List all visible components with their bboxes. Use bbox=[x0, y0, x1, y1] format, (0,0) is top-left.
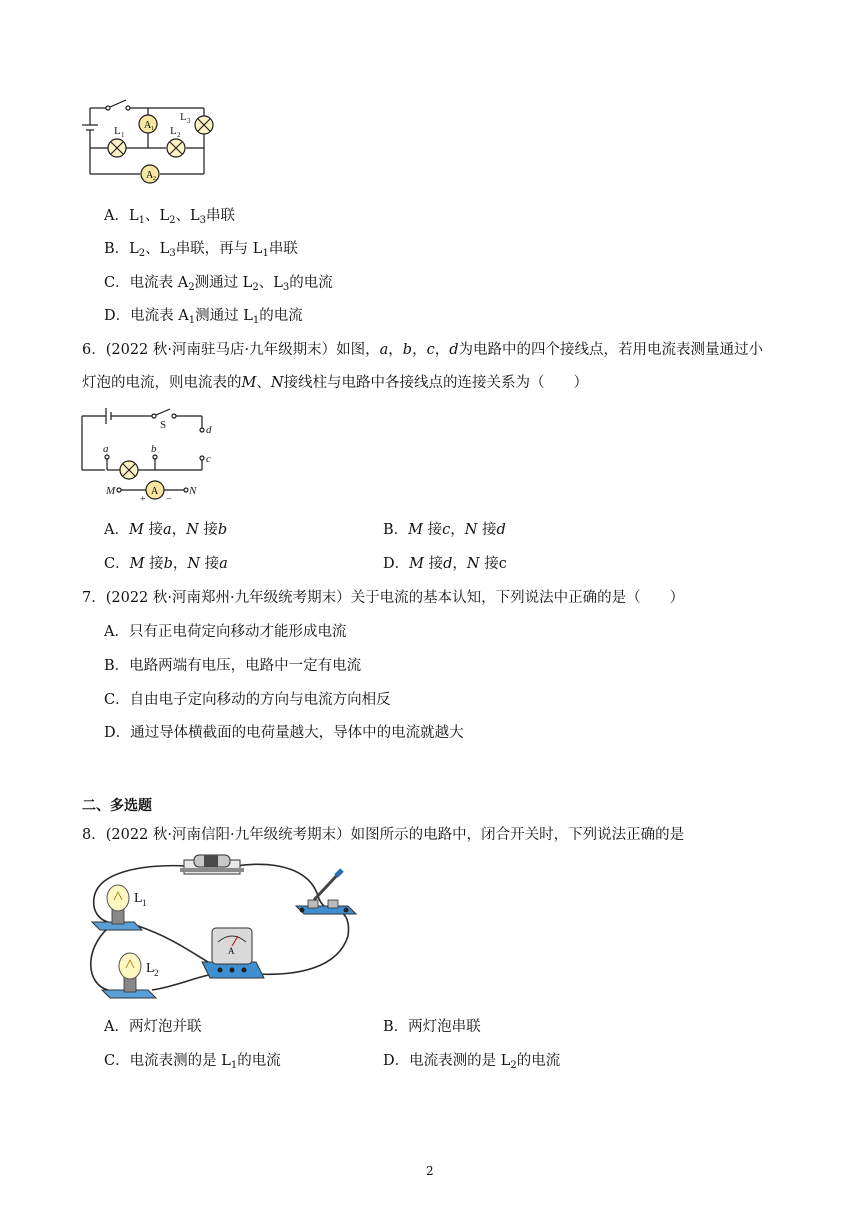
section-heading-multiple-choice: 二、多选题 bbox=[82, 798, 152, 814]
q8-ammeter bbox=[202, 928, 264, 978]
q6-stem-line1: 6．(2022 秋·河南驻马店·九年级期末）如图，a，b，c，d为电路中的四个接线点，若用电流表测量通过小 bbox=[82, 342, 763, 358]
q6-label-b: b bbox=[151, 443, 157, 455]
q6-label-d: d bbox=[206, 424, 212, 436]
svg-text:1: 1 bbox=[142, 898, 147, 908]
q6-label-M: M bbox=[106, 485, 116, 497]
q5-label-L2: L bbox=[170, 125, 177, 137]
q5-label-L1: L bbox=[114, 125, 121, 137]
q5-circuit-diagram bbox=[80, 88, 220, 184]
svg-text:2: 2 bbox=[154, 968, 159, 978]
q5-ammeter-A2 bbox=[141, 165, 159, 183]
q6-label-S: S bbox=[160, 419, 167, 431]
q5-option-c[interactable]: C．电流表 $A_2$测通过 $L_2$、$L_3$的电流 bbox=[104, 275, 333, 293]
q8-battery-holder bbox=[180, 855, 244, 874]
page-number: 2 bbox=[426, 1164, 434, 1178]
q8-option-d[interactable]: D．电流表测的是 $L_2$的电流 bbox=[383, 1053, 561, 1071]
q5-label-L3: L bbox=[180, 111, 187, 123]
q6-circuit-diagram bbox=[80, 402, 230, 502]
q5-bulb-L2 bbox=[167, 139, 185, 157]
q5-option-a[interactable]: A．$L_1$、$L_2$、$L_3$串联 bbox=[104, 208, 236, 226]
q6-option-b[interactable]: B．M 接c，N 接d bbox=[383, 522, 506, 538]
q5-option-d[interactable]: D．电流表 $A_1$测通过 $L_1$的电流 bbox=[104, 308, 303, 326]
q8-circuit-photo bbox=[78, 850, 363, 1008]
q8-lamp-L2 bbox=[102, 953, 159, 998]
q5-option-b[interactable]: B．$L_2$、$L_3$串联，再与 $L_1$串联 bbox=[104, 241, 298, 259]
svg-text:2: 2 bbox=[177, 131, 181, 139]
svg-text:L: L bbox=[134, 891, 143, 906]
q6-stem-line2: 灯泡的电流，则电流表的M、N接线柱与电路中各接线点的连接关系为（ ） bbox=[82, 375, 589, 391]
svg-text:2: 2 bbox=[153, 176, 156, 182]
svg-text:1: 1 bbox=[121, 131, 125, 139]
q6-option-a[interactable]: A．M 接a，N 接b bbox=[104, 522, 228, 538]
q6-option-c[interactable]: C．M 接b，N 接a bbox=[104, 556, 228, 572]
q5-ammeter-A1 bbox=[139, 115, 157, 133]
svg-text:A: A bbox=[146, 170, 154, 181]
q6-label-a: a bbox=[103, 443, 109, 455]
q8-stem: 8．(2022 秋·河南信阳·九年级统考期末）如图所示的电路中，闭合开关时，下列说法正确的是 bbox=[82, 827, 685, 843]
q7-option-a[interactable]: A．只有正电荷定向移动才能形成电流 bbox=[104, 624, 347, 640]
q7-option-d[interactable]: D．通过导体横截面的电荷量越大，导体中的电流就越大 bbox=[104, 725, 464, 741]
svg-text:+: + bbox=[140, 494, 146, 502]
svg-text:A: A bbox=[228, 946, 235, 956]
q6-label-c: c bbox=[206, 453, 211, 465]
q7-option-b[interactable]: B．电路两端有电压，电路中一定有电流 bbox=[104, 658, 362, 674]
svg-text:L: L bbox=[146, 961, 155, 976]
q5-bulb-L1 bbox=[108, 139, 126, 157]
q6-label-N: N bbox=[189, 485, 197, 497]
q6-bulb bbox=[120, 461, 138, 479]
q8-lamp-L1 bbox=[92, 885, 147, 930]
svg-text:−: − bbox=[166, 494, 172, 502]
q6-option-d[interactable]: D．M 接d，N 接c bbox=[383, 556, 507, 572]
svg-text:A: A bbox=[151, 486, 159, 497]
q7-stem: 7．(2022 秋·河南郑州·九年级统考期末）关于电流的基本认知，下列说法中正确的是（ ） bbox=[82, 590, 685, 606]
q8-option-b[interactable]: B．两灯泡串联 bbox=[383, 1019, 481, 1035]
svg-text:3: 3 bbox=[187, 117, 191, 125]
svg-text:1: 1 bbox=[151, 126, 154, 132]
q8-option-c[interactable]: C．电流表测的是 $L_1$的电流 bbox=[104, 1053, 281, 1071]
q5-bulb-L3 bbox=[195, 116, 213, 134]
q7-option-c[interactable]: C．自由电子定向移动的方向与电流方向相反 bbox=[104, 692, 391, 708]
q6-ammeter bbox=[146, 481, 164, 499]
q8-option-a[interactable]: A．两灯泡并联 bbox=[104, 1019, 202, 1035]
svg-text:A: A bbox=[144, 120, 152, 131]
